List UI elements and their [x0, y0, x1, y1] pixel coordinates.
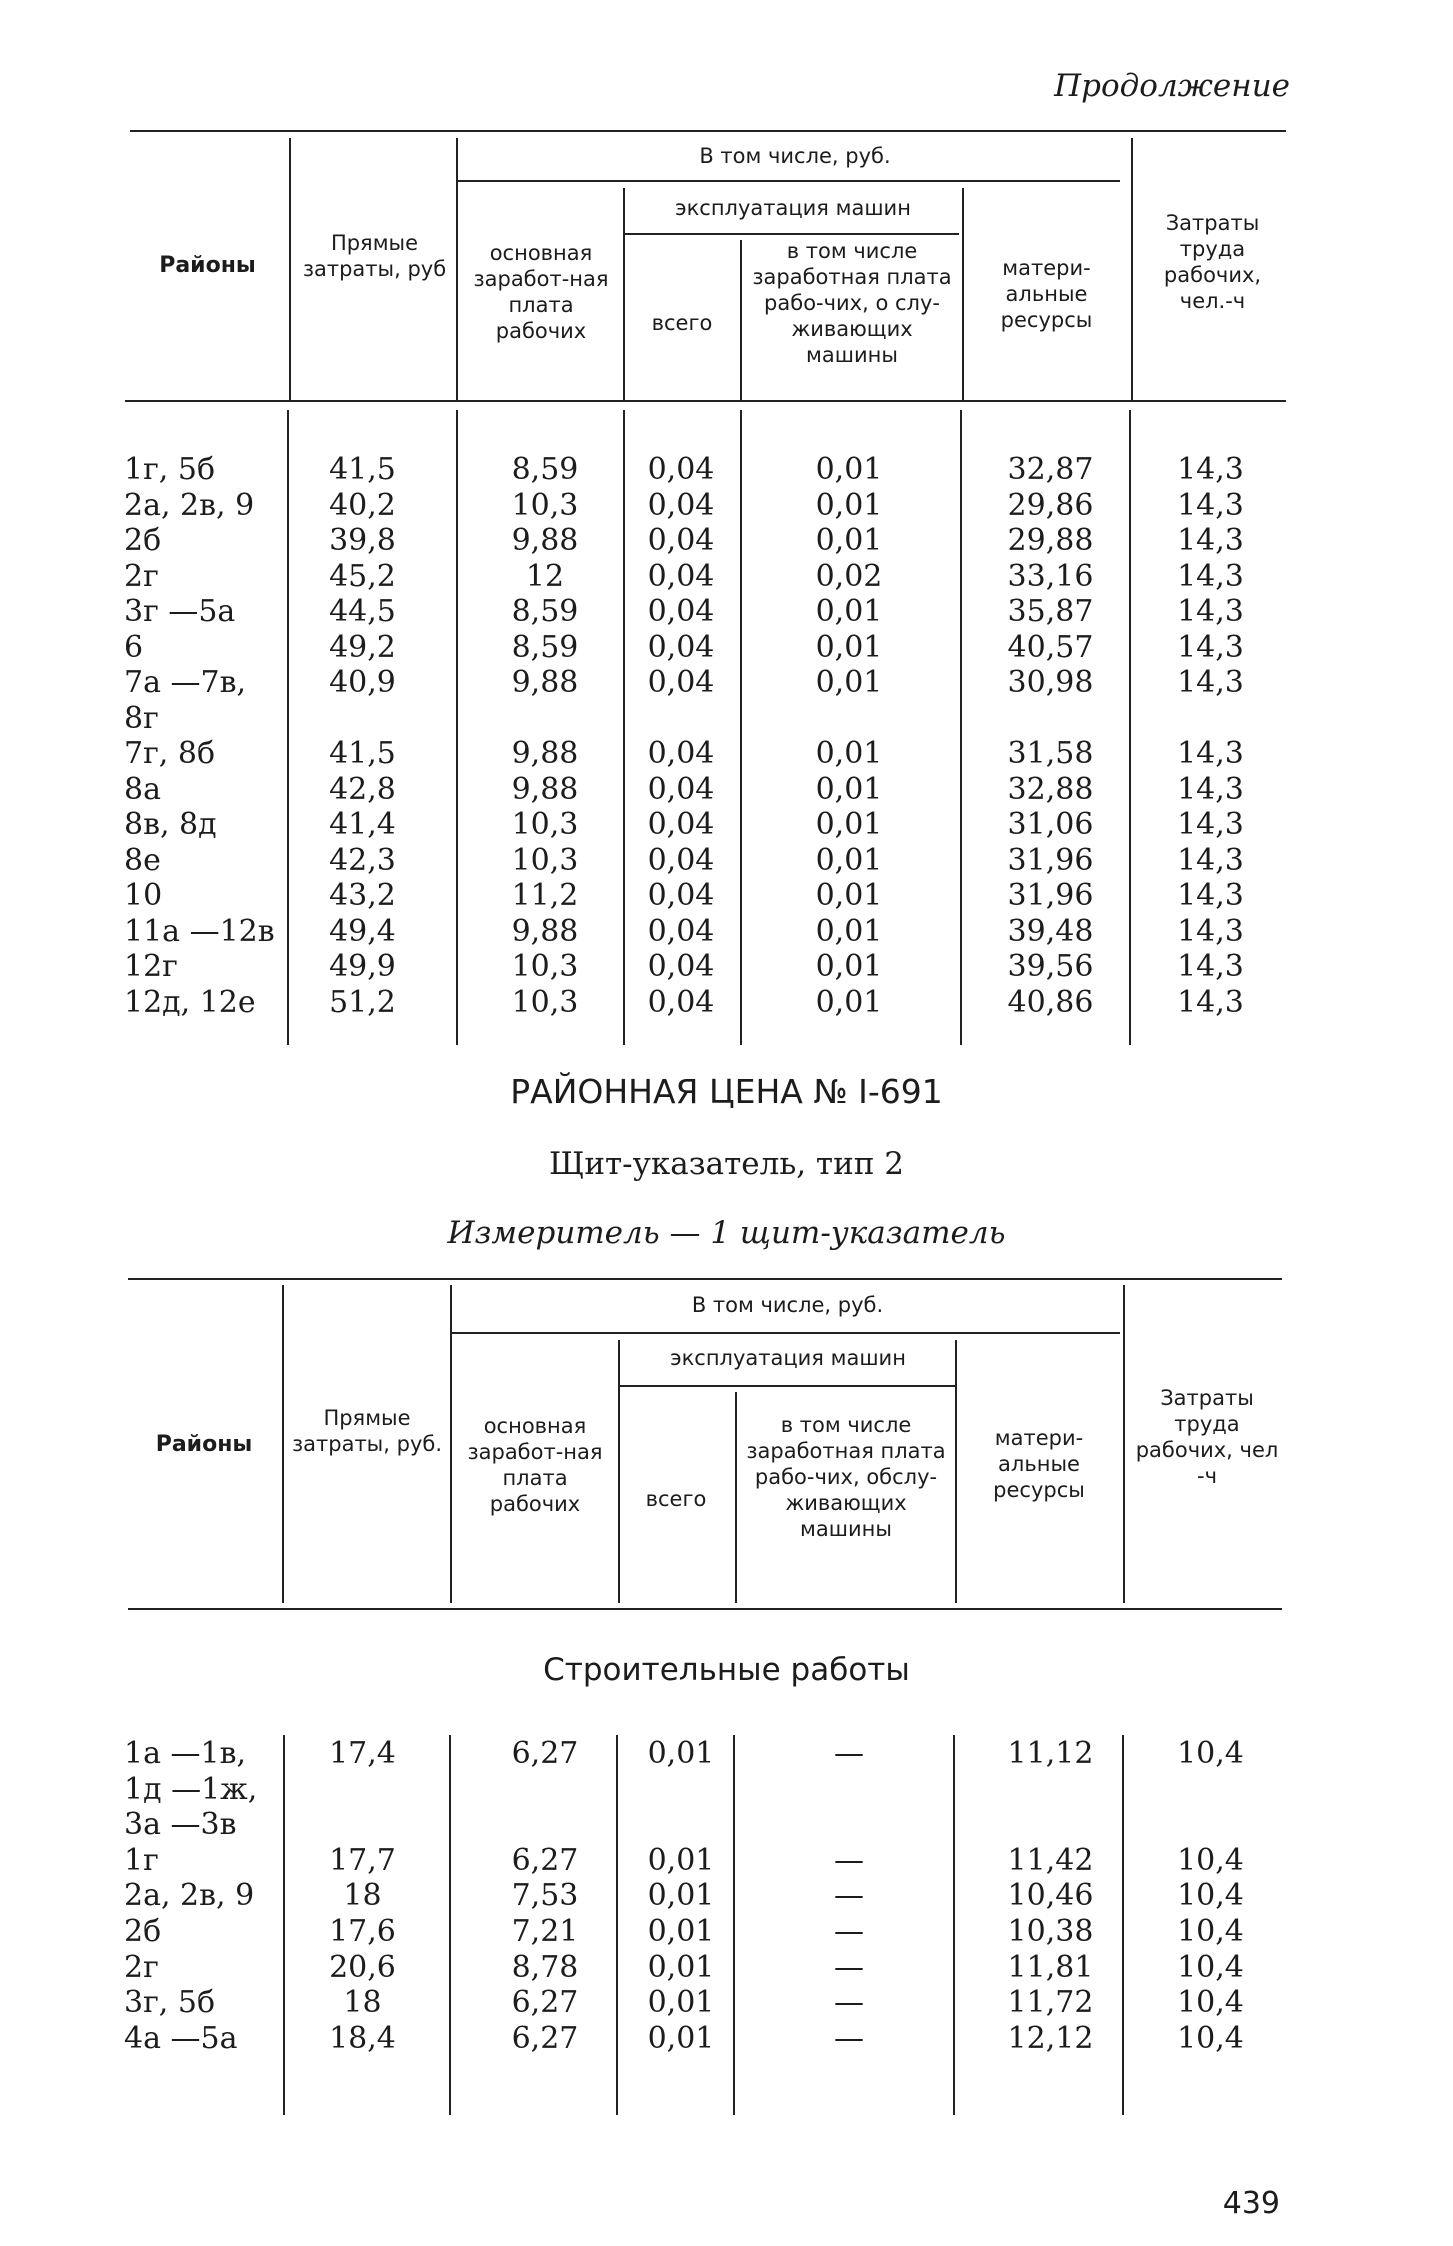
table-cell: 45,2: [329, 558, 396, 594]
table-cell: 1а —1в,: [124, 1736, 247, 1771]
table-cell: 10,4: [1177, 1949, 1244, 1985]
table-cell: 14,3: [1177, 629, 1244, 665]
table-cell: 17,4: [329, 1736, 396, 1771]
price-title: РАЙОННАЯ ЦЕНА № I-691: [510, 1072, 943, 1111]
table-cell: 0,01: [647, 1878, 715, 1914]
table-row: [0, 914, 1453, 950]
table-cell: 12д, 12е: [124, 984, 256, 1020]
table2-header-rule: [128, 1608, 1282, 1610]
header-pryamye: Прямые затраты, руб: [302, 231, 447, 281]
table-cell: 9,88: [511, 913, 579, 949]
table-cell: 0,01: [647, 1736, 715, 1771]
table-cell: 2б: [124, 523, 162, 558]
table-cell: 31,06: [1007, 807, 1094, 842]
table-cell: 7,53: [511, 1878, 579, 1914]
table-cell: 0,01: [815, 487, 883, 523]
table-cell: 1д —1ж,: [124, 1771, 258, 1807]
table-cell: 0,01: [647, 1949, 715, 1985]
table2-vrule: [1123, 1285, 1125, 1603]
table-cell: 12г: [124, 949, 178, 984]
table-row: [0, 2021, 1453, 2057]
table-cell: 7г, 8б: [124, 736, 216, 771]
table-cell: 8,78: [511, 1949, 579, 1985]
table-cell: —: [834, 1949, 864, 1985]
table-cell: 0,04: [647, 523, 715, 558]
table-cell: 0,01: [815, 842, 883, 878]
table-row: [0, 1878, 1453, 1914]
table-row: [0, 701, 1453, 737]
table1-vtom-rule: [458, 180, 1120, 182]
table-cell: 6: [124, 629, 144, 665]
table-cell: 10,3: [511, 984, 579, 1020]
table-cell: 51,2: [329, 984, 396, 1020]
table-cell: 8а: [124, 771, 161, 807]
table-cell: 10,46: [1007, 1878, 1094, 1914]
table-cell: 43,2: [329, 878, 396, 913]
table-cell: 14,3: [1177, 949, 1244, 984]
table1-vrule: [456, 138, 458, 400]
table-cell: 6,27: [511, 1736, 579, 1771]
table-cell: 41,5: [329, 736, 396, 771]
header-vsego: всего: [645, 1487, 707, 1511]
table-cell: 8г: [124, 700, 159, 736]
table-cell: 31,96: [1007, 842, 1094, 878]
table-cell: 9,88: [511, 736, 579, 771]
table-row: [0, 736, 1453, 772]
table-cell: 49,4: [329, 913, 396, 949]
table-row: [0, 594, 1453, 630]
table-cell: 14,3: [1177, 878, 1244, 913]
table-cell: 8,59: [511, 594, 579, 629]
table-cell: 8,59: [511, 452, 579, 487]
table-cell: 0,04: [647, 878, 715, 913]
table-row: [0, 843, 1453, 879]
table-cell: 10,4: [1177, 2020, 1244, 2056]
table-cell: 9,88: [511, 771, 579, 807]
table-cell: 11,81: [1007, 1949, 1094, 1985]
table-cell: 49,2: [329, 629, 396, 665]
table-cell: 3г —5а: [124, 594, 236, 629]
table-row: [0, 523, 1453, 559]
header-ekspl: эксплуатация машин: [675, 196, 911, 220]
table-cell: 0,01: [815, 771, 883, 807]
table-cell: 0,04: [647, 984, 715, 1020]
table-cell: 32,88: [1007, 771, 1094, 807]
table1-vrule: [289, 138, 291, 400]
table-cell: 10,4: [1177, 1842, 1244, 1878]
table2-top-rule: [128, 1278, 1282, 1280]
table-cell: 2г: [124, 1949, 159, 1985]
table-cell: 0,01: [815, 523, 883, 558]
table-row: [0, 452, 1453, 488]
header-ekspl: эксплуатация машин: [670, 1346, 906, 1370]
table-cell: 17,7: [329, 1842, 396, 1878]
table-cell: 0,01: [815, 452, 883, 487]
table-cell: —: [834, 2020, 864, 2056]
table-cell: 11,2: [511, 878, 579, 913]
table-cell: 0,01: [647, 2020, 715, 2056]
table-row: [0, 1772, 1453, 1808]
table-cell: 8е: [124, 842, 161, 878]
table-cell: 0,01: [815, 949, 883, 984]
table-cell: 3г, 5б: [124, 1985, 216, 2021]
table-cell: 14,3: [1177, 487, 1244, 523]
table-cell: 0,04: [647, 842, 715, 878]
table-cell: 10,4: [1177, 1985, 1244, 2021]
table-cell: 7а —7в,: [124, 665, 247, 700]
table-cell: 10,3: [511, 949, 579, 984]
table-cell: 40,9: [329, 665, 396, 700]
table1-ekspl-rule: [625, 233, 959, 235]
table-cell: 0,04: [647, 629, 715, 665]
table-cell: 29,86: [1007, 487, 1094, 523]
table-cell: 12,12: [1007, 2020, 1094, 2056]
table-cell: 2а, 2в, 9: [124, 487, 255, 523]
table-cell: 14,3: [1177, 842, 1244, 878]
page-number: 439: [1222, 2186, 1280, 2221]
table-cell: 0,01: [647, 1842, 715, 1878]
table-cell: 0,01: [815, 913, 883, 949]
table-cell: 1г, 5б: [124, 452, 216, 487]
table-row: [0, 985, 1453, 1021]
table-cell: 31,96: [1007, 878, 1094, 913]
table-cell: 0,01: [815, 736, 883, 771]
table-cell: 0,01: [815, 807, 883, 842]
table-cell: 2б: [124, 1914, 162, 1949]
table-cell: 0,04: [647, 487, 715, 523]
table-cell: 3а —3в: [124, 1807, 237, 1843]
table2-vrule: [618, 1340, 620, 1603]
section-label: Строительные работы: [543, 1652, 910, 1688]
table-cell: 6,27: [511, 2020, 579, 2056]
table-cell: 8,59: [511, 629, 579, 665]
header-rayony: Районы: [155, 1432, 253, 1457]
table-row: [0, 772, 1453, 808]
table2-vtom-rule: [452, 1332, 1120, 1334]
table-row: [0, 1950, 1453, 1986]
table-cell: 14,3: [1177, 771, 1244, 807]
table-cell: 39,8: [329, 523, 396, 558]
item-subtitle: Щит-указатель, тип 2: [549, 1146, 904, 1182]
header-vsego: всего: [651, 311, 713, 335]
table1-header-rule: [125, 400, 1286, 402]
table2-ekspl-rule: [620, 1385, 955, 1387]
table-cell: 33,16: [1007, 558, 1094, 594]
table2-vrule: [955, 1340, 957, 1603]
table1-vrule: [962, 188, 964, 400]
table-cell: 42,8: [329, 771, 396, 807]
table-cell: 10,4: [1177, 1736, 1244, 1771]
table-row: [0, 1843, 1453, 1879]
table-cell: 32,87: [1007, 452, 1094, 487]
table-cell: 4а —5а: [124, 2020, 238, 2056]
table-cell: 14,3: [1177, 523, 1244, 558]
table-cell: 10,4: [1177, 1878, 1244, 1914]
continuation-label: Продолжение: [1054, 68, 1290, 104]
table-cell: 18: [343, 1985, 382, 2021]
table-cell: 0,01: [647, 1914, 715, 1949]
table-cell: 0,04: [647, 949, 715, 984]
header-materialnye: матери-альные ресурсы: [993, 1426, 1085, 1502]
table-cell: 0,02: [815, 558, 883, 594]
header-pryamye: Прямые затраты, руб.: [291, 1406, 442, 1456]
table-cell: 0,04: [647, 665, 715, 700]
table-cell: 0,04: [647, 913, 715, 949]
table-cell: 40,57: [1007, 629, 1094, 665]
table-cell: 10,3: [511, 487, 579, 523]
table-row: [0, 1985, 1453, 2021]
table-cell: 10: [124, 878, 163, 913]
table-cell: 11,12: [1007, 1736, 1094, 1771]
table-cell: 18,4: [329, 2020, 396, 2056]
table-row: [0, 488, 1453, 524]
table-cell: —: [834, 1736, 864, 1771]
table-cell: 14,3: [1177, 558, 1244, 594]
table-cell: 39,48: [1007, 913, 1094, 949]
table-cell: 29,88: [1007, 523, 1094, 558]
table1-vrule: [623, 188, 625, 400]
table-cell: 39,56: [1007, 949, 1094, 984]
header-zatraty: Затраты труда рабочих, чел -ч: [1135, 1386, 1279, 1488]
table-cell: 35,87: [1007, 594, 1094, 629]
table-row: [0, 1736, 1453, 1772]
table-row: [0, 1914, 1453, 1950]
table-cell: 14,3: [1177, 913, 1244, 949]
table-cell: 7,21: [511, 1914, 579, 1949]
table-cell: 9,88: [511, 523, 579, 558]
table1-vrule: [740, 240, 742, 400]
table-cell: 14,3: [1177, 807, 1244, 842]
table-cell: 0,04: [647, 807, 715, 842]
table2-vrule: [450, 1285, 452, 1603]
table-cell: 0,04: [647, 558, 715, 594]
header-vtom-zp: в том числе заработная плата рабо-чих, о слу-живающих машины: [752, 239, 952, 367]
table-cell: 0,01: [815, 629, 883, 665]
table-cell: 17,6: [329, 1914, 396, 1949]
table-cell: 31,58: [1007, 736, 1094, 771]
table-cell: 10,3: [511, 842, 579, 878]
table-cell: 0,01: [815, 878, 883, 913]
table-row: [0, 807, 1453, 843]
header-materialnye: матери-альные ресурсы: [1000, 256, 1093, 332]
table-cell: 2г: [124, 558, 159, 594]
table-cell: —: [834, 1914, 864, 1949]
table-cell: —: [834, 1878, 864, 1914]
table-cell: 20,6: [329, 1949, 396, 1985]
table-cell: 41,5: [329, 452, 396, 487]
table-cell: 14,3: [1177, 984, 1244, 1020]
header-zatraty: Затраты труда рабочих, чел.-ч: [1163, 211, 1262, 313]
table-cell: 0,01: [647, 1985, 715, 2021]
header-vtom: В том числе, руб.: [699, 144, 891, 168]
table-cell: 14,3: [1177, 452, 1244, 487]
table-cell: 0,04: [647, 452, 715, 487]
table-cell: 11а —12в: [124, 913, 275, 949]
table-cell: 14,3: [1177, 736, 1244, 771]
table-cell: 10,4: [1177, 1914, 1244, 1949]
table-cell: —: [834, 1985, 864, 2021]
table-cell: 0,04: [647, 736, 715, 771]
table-cell: 14,3: [1177, 594, 1244, 629]
table-row: [0, 630, 1453, 666]
table-cell: 42,3: [329, 842, 396, 878]
table-cell: 30,98: [1007, 665, 1094, 700]
table2-vrule: [282, 1285, 284, 1603]
table-row: [0, 949, 1453, 985]
table-cell: 6,27: [511, 1985, 579, 2021]
table-cell: 14,3: [1177, 665, 1244, 700]
table-cell: 12: [525, 558, 565, 594]
table-cell: 9,88: [511, 665, 579, 700]
header-osnovnaya: основная заработ-ная плата рабочих: [473, 241, 609, 343]
table-cell: 18: [343, 1878, 382, 1914]
table-row: [0, 559, 1453, 595]
table-row: [0, 1807, 1453, 1843]
header-vtom-zp: в том числе заработная плата рабо-чих, обслу-живающих машины: [746, 1413, 946, 1541]
table-cell: 11,42: [1007, 1842, 1094, 1878]
table-cell: 49,9: [329, 949, 396, 984]
header-osnovnaya: основная заработ-ная плата рабочих: [467, 1414, 603, 1516]
table-cell: 0,01: [815, 665, 883, 700]
table-cell: 40,86: [1007, 984, 1094, 1020]
table-cell: 10,38: [1007, 1914, 1094, 1949]
table-cell: 44,5: [329, 594, 396, 629]
table-row: [0, 665, 1453, 701]
table-cell: 10,3: [511, 807, 579, 842]
table-cell: 6,27: [511, 1842, 579, 1878]
table-cell: 2а, 2в, 9: [124, 1878, 255, 1914]
header-rayony: Районы: [159, 253, 256, 278]
table-cell: —: [834, 1842, 864, 1878]
table-cell: 0,04: [647, 594, 715, 629]
table1-vrule: [1131, 138, 1133, 400]
table-cell: 1г: [124, 1842, 159, 1878]
table-cell: 0,01: [815, 594, 883, 629]
table-cell: 0,01: [815, 984, 883, 1020]
table-cell: 0,04: [647, 771, 715, 807]
table2-vrule: [735, 1392, 737, 1603]
table-cell: 40,2: [329, 487, 396, 523]
measure-line: Измеритель — 1 щит-указатель: [447, 1215, 1006, 1251]
table-cell: 41,4: [329, 807, 396, 842]
header-vtom: В том числе, руб.: [691, 1293, 884, 1317]
table-row: [0, 878, 1453, 914]
table1-top-rule: [130, 130, 1286, 132]
table-cell: 11,72: [1007, 1985, 1094, 2021]
table-cell: 8в, 8д: [124, 807, 217, 842]
